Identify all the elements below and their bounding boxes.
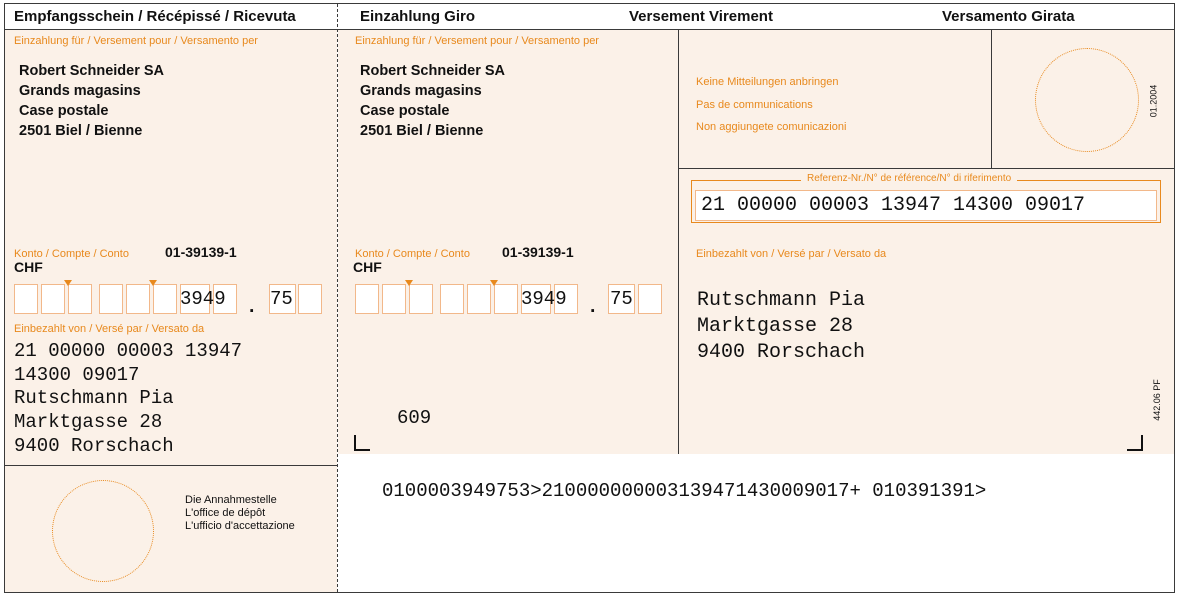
receipt-currency: CHF (14, 259, 43, 275)
stamp-divider (991, 29, 992, 168)
payment-amount-sep: . (587, 296, 599, 318)
reference-line: 21 00000 00003 13947 (14, 340, 243, 362)
payer-line: Rutschmann Pia (14, 387, 174, 409)
receipt-office-text (185, 494, 295, 533)
payer-line: Marktgasse 28 (14, 411, 163, 433)
payment-payer (697, 288, 865, 366)
comm-divider (678, 168, 1175, 169)
amount-box (638, 284, 662, 314)
amount-box (41, 284, 65, 314)
reference-label: Referenz-Nr./N° de référence/N° di riferimento (801, 173, 1017, 185)
print-code: 442.06 PF (1151, 379, 1162, 421)
reference-line: 14300 09017 (14, 364, 140, 386)
thousands-marker-icon (405, 280, 413, 286)
amount-box (494, 284, 518, 314)
receipt-for-label: Einzahlung für / Versement pour / Versamento per (14, 35, 258, 47)
amount-box (440, 284, 464, 314)
amount-box (126, 284, 150, 314)
beneficiary-line: Robert Schneider SA (360, 63, 506, 79)
reference-number: 21 00000 00003 13947 14300 09017 (701, 194, 1086, 217)
receipt-paid-by-label: Einbezahlt von / Versé par / Versato da (14, 323, 205, 335)
amount-box (68, 284, 92, 314)
amount-box (99, 284, 123, 314)
payment-currency: CHF (353, 259, 382, 275)
perforation-line (337, 4, 338, 592)
amount-box (298, 284, 322, 314)
thousands-marker-icon (490, 280, 498, 286)
amount-box (153, 284, 177, 314)
beneficiary-line: Case postale (19, 103, 109, 119)
amount-box (14, 284, 38, 314)
office-line: L'office de dépôt (185, 507, 266, 519)
receipt-amount-cents: 75 (270, 288, 293, 310)
payment-divider (678, 29, 679, 454)
office-line: L'ufficio d'accettazione (185, 520, 295, 532)
payment-amount-francs: 3949 (521, 288, 567, 310)
receipt-account-number: 01-39139-1 (165, 244, 237, 260)
payer-line: 9400 Rorschach (14, 435, 174, 457)
header-divider (5, 29, 1175, 30)
beneficiary-line: 2501 Biel / Bienne (360, 123, 484, 139)
amount-box (409, 284, 433, 314)
payment-stamp-circle (1035, 48, 1139, 152)
receipt-amount-sep: . (246, 296, 258, 318)
payer-line: Rutschmann Pia (697, 289, 866, 312)
coding-zone-bracket-right (1127, 435, 1143, 451)
no-comm-line: Non aggiungete comunicazioni (696, 121, 847, 133)
thousands-marker-icon (149, 280, 157, 286)
receipt-payer (14, 386, 174, 458)
receipt-amount-francs: 3949 (180, 288, 226, 310)
payer-line: 9400 Rorschach (697, 341, 866, 364)
receipt-bottom-divider (5, 465, 337, 466)
payment-amount-cents: 75 (610, 288, 633, 310)
beneficiary-line: Robert Schneider SA (19, 63, 165, 79)
payment-account-label: Konto / Compte / Conto (355, 248, 470, 260)
no-comm-line: Keine Mitteilungen anbringen (696, 76, 839, 88)
payment-title-it: Versamento Girata (942, 8, 1075, 25)
receipt-beneficiary (19, 61, 164, 141)
no-communications-note (696, 71, 846, 139)
beneficiary-line: 2501 Biel / Bienne (19, 123, 143, 139)
no-comm-line: Pas de communications (696, 98, 813, 111)
receipt-stamp-circle (52, 480, 154, 582)
receipt-title: Empfangsschein / Récépissé / Ricevuta (14, 8, 296, 25)
payment-extra-number: 609 (397, 407, 432, 429)
payment-for-label: Einzahlung für / Versement pour / Versamento per (355, 35, 599, 47)
payment-paid-by-label: Einbezahlt von / Versé par / Versato da (696, 248, 887, 260)
payment-beneficiary (360, 61, 505, 141)
payer-line: Marktgasse 28 (697, 315, 854, 338)
receipt-account-label: Konto / Compte / Conto (14, 248, 129, 260)
amount-box (467, 284, 491, 314)
payment-title-de: Einzahlung Giro (360, 8, 475, 25)
amount-box (355, 284, 379, 314)
beneficiary-line: Grands magasins (360, 83, 482, 99)
office-line: Die Annahmestelle (185, 494, 277, 506)
form-code: 01.2004 (1148, 84, 1159, 118)
beneficiary-line: Case postale (360, 103, 450, 119)
thousands-marker-icon (64, 280, 72, 286)
beneficiary-line: Grands magasins (19, 83, 141, 99)
coding-line: 0100003949753>210000000003139471430009017+ 010391391> (382, 480, 987, 502)
payment-title-fr: Versement Virement (629, 8, 773, 25)
payment-account-number: 01-39139-1 (502, 244, 574, 260)
receipt-reference (14, 339, 242, 387)
coding-zone-bracket-left (354, 435, 370, 451)
amount-box (382, 284, 406, 314)
